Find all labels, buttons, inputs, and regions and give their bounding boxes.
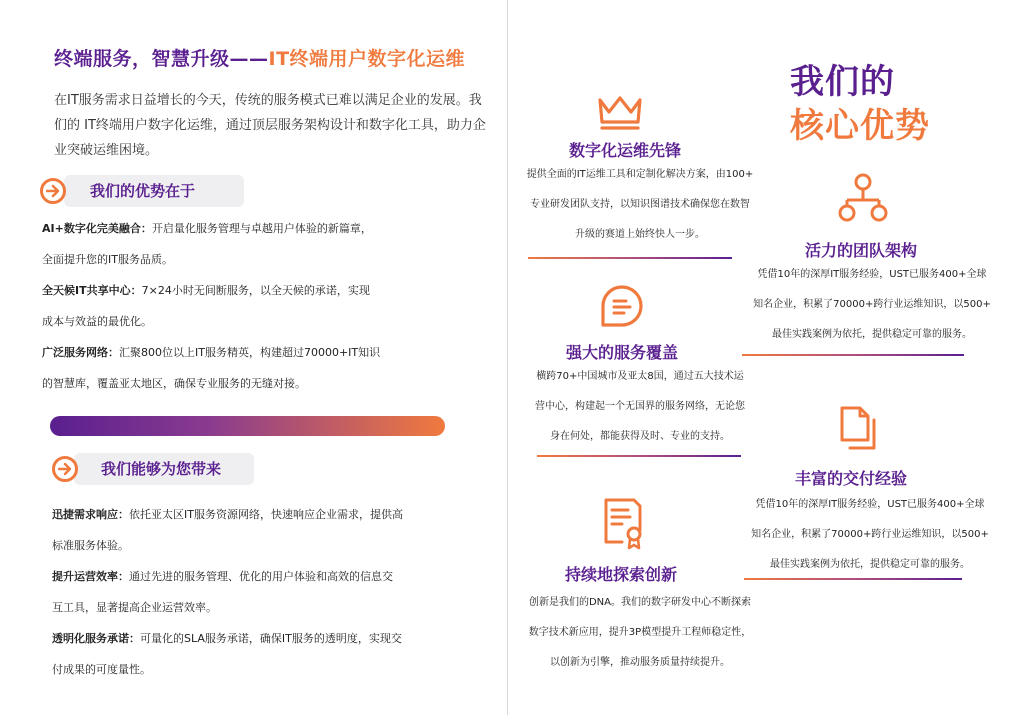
feature-underline: [744, 578, 962, 580]
advantage-item-1-line1: AI+数字化完美融合：开启量化服务管理与卓越用户体验的新篇章，: [42, 222, 372, 235]
crown-icon: [596, 92, 644, 132]
arrow-right-icon: [52, 456, 78, 482]
feature-desc-coverage: 横跨70+中国城市及亚太8国，通过五大技术运 营中心，构建起一个无国界的服务网络，无论您 身在何处，都能获得及时、专业的支持。: [535, 371, 745, 442]
benefit-item-1-line1: 迅捷需求响应：依托亚太区IT服务资源网络，快速响应企业需求，提供高: [52, 508, 403, 521]
advantage-item-1-line2: 全面提升您的IT服务品质。: [42, 253, 173, 266]
team-structure-icon: [837, 172, 889, 224]
feature-title-coverage: 强大的服务覆盖: [565, 343, 678, 362]
feature-underline: [742, 354, 964, 356]
benefit-item-1-line2: 标准服务体验。: [52, 539, 129, 552]
gradient-divider: [50, 416, 445, 436]
main-title-accent: IT终端用户数字化运维: [268, 48, 466, 70]
chat-bubble-icon: [600, 284, 644, 328]
page-divider: [507, 0, 508, 715]
benefit-item-3-line2: 付成果的可度量性。: [52, 663, 151, 676]
feature-desc-innovation: 创新是我们的DNA。我们的数字研发中心不断探索 数字技术新应用，提升3P模型提升工程师稳定性， 以创新为引擎，推动服务质量持续提升。: [528, 597, 752, 668]
main-title-lead: 终端服务，智慧升级——: [54, 48, 269, 70]
advantage-item-3-line2: 的智慧库，覆盖亚太地区，确保专业服务的无缝对接。: [42, 377, 306, 390]
benefit-item-2-line2: 互工具，显著提高企业运营效率。: [52, 601, 217, 614]
documents-icon: [838, 404, 882, 454]
feature-desc-delivery: 凭借10年的深厚IT服务经验，UST已服务400+全球 知名企业，积累了70000+跨行业运维知识，以500+ 最佳实践案例为依托，提供稳定可靠的服务。: [751, 499, 989, 570]
advantage-item-2-line2: 成本与效益的最优化。: [42, 315, 152, 328]
feature-underline: [537, 455, 741, 457]
core-advantages-title: [790, 60, 930, 148]
feature-title-digital-ops: 数字化运维先锋: [568, 141, 681, 160]
intro-paragraph: 在IT服务需求日益增长的今天，传统的服务模式已难以满足企业的发展。我们的 IT终端用户数字化运维，通过顶层服务架构设计和数字化工具，助力企业突破运维困境。: [54, 93, 486, 158]
benefit-item-2-line1: 提升运营效率：通过先进的服务管理、优化的用户体验和高效的信息交: [52, 570, 393, 583]
main-title: [54, 44, 465, 71]
feature-title-team: 活力的团队架构: [804, 241, 917, 260]
feature-underline: [528, 257, 732, 259]
feature-desc-digital-ops: 提供全面的IT运维工具和定制化解决方案，由100+ 专业研发团队支持，以知识图谱技术确保您在数智 升级的赛道上始终快人一步。: [526, 169, 754, 240]
feature-title-innovation: 持续地探索创新: [564, 565, 677, 584]
feature-title-delivery: 丰富的交付经验: [794, 469, 907, 488]
advantage-item-3-line1: 广泛服务网络：汇聚800位以上IT服务精英，构建超过70000+IT知识: [42, 346, 381, 359]
feature-desc-team: 凭借10年的深厚IT服务经验，UST已服务400+全球 知名企业，积累了70000+跨行业运维知识，以500+ 最佳实践案例为依托，提供稳定可靠的服务。: [753, 269, 991, 340]
core-advantages-title-line2: 核心优势: [790, 106, 930, 146]
certificate-icon: [602, 496, 646, 550]
core-advantages-title-line1: 我们的: [790, 62, 895, 102]
section-title-benefits: 我们能够为您带来: [101, 460, 222, 478]
arrow-right-icon: [40, 178, 66, 204]
benefit-item-3-line1: 透明化服务承诺：可量化的SLA服务承诺，确保IT服务的透明度，实现交: [52, 632, 402, 645]
advantage-item-2-line1: 全天候IT共享中心：7×24小时无间断服务，以全天候的承诺，实现: [42, 284, 370, 297]
section-title-advantages: 我们的优势在于: [90, 182, 196, 200]
